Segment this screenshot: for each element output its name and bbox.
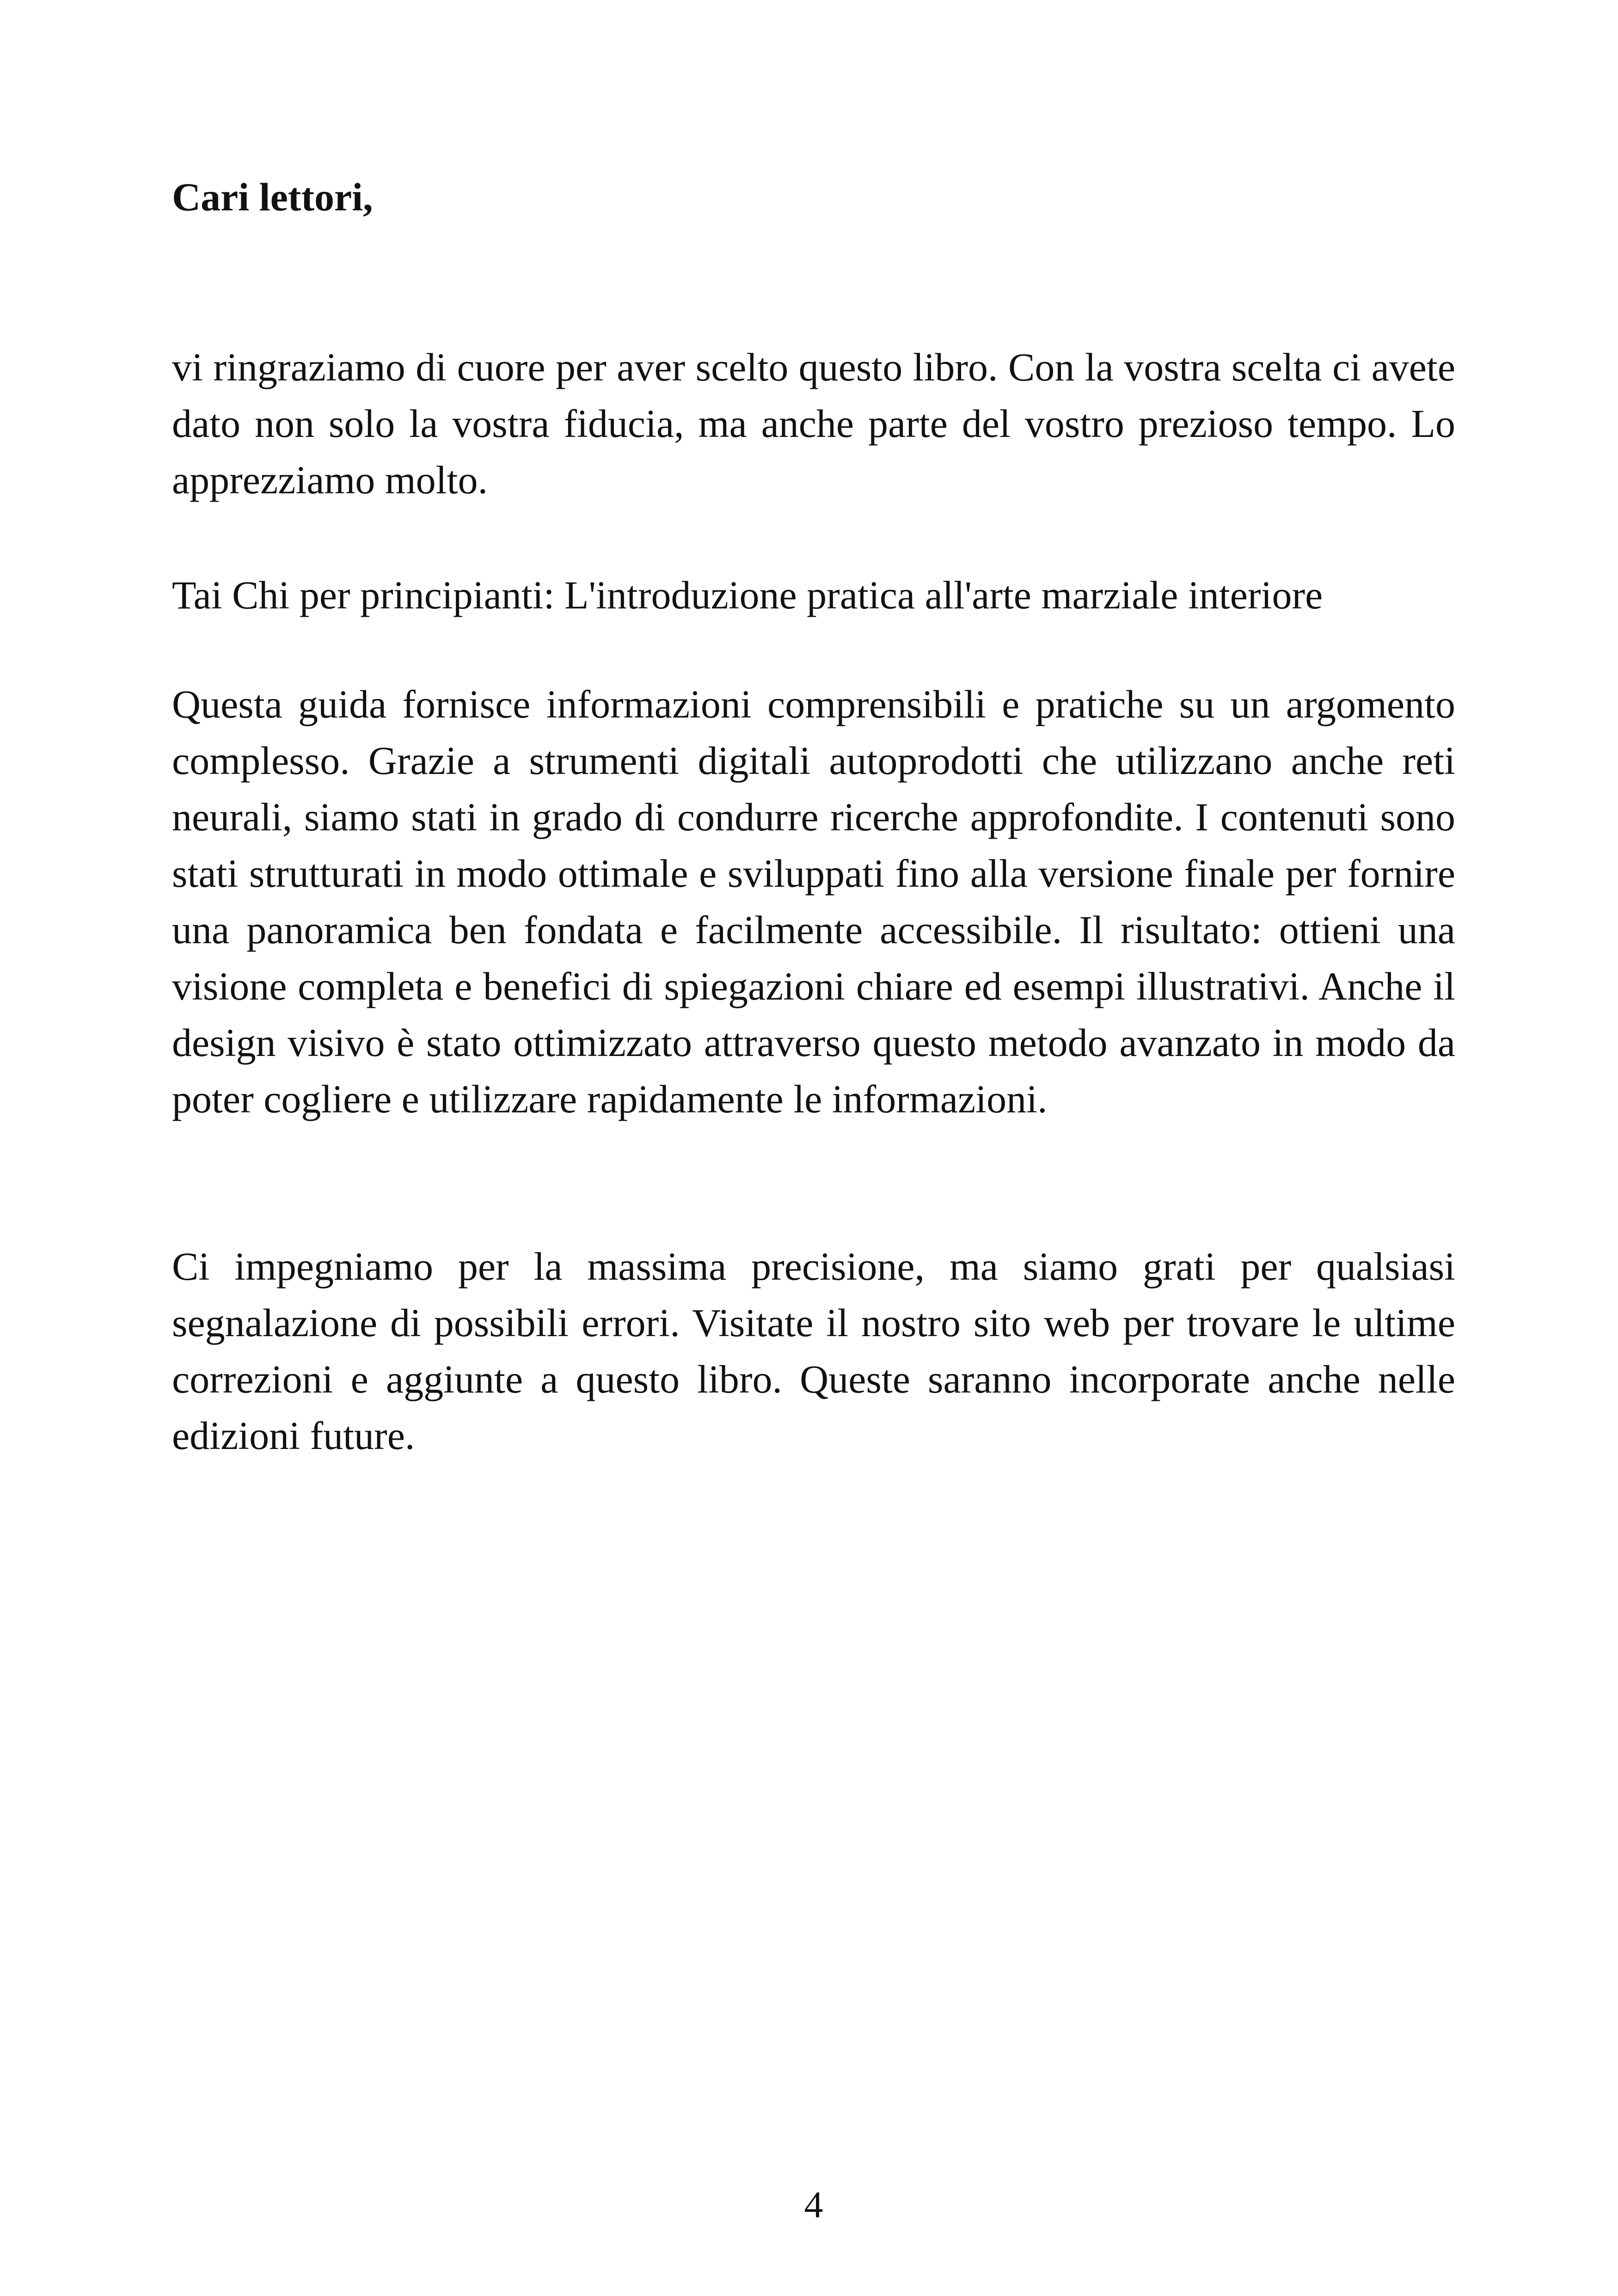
paragraph-errata: Ci impegniamo per la massima precisione, ma siamo grati per qualsiasi segnalazione di possibili errori. Visitate il nostro sito web per trovare le ultime correzioni e aggiunte a questo libro. Queste saranno incorporate anche nelle edizioni future. xyxy=(172,1244,1455,1458)
paragraph-thanks: vi ringraziamo di cuore per aver scelto questo libro. Con la vostra scelta ci avete dato non solo la vostra fiducia, ma anche parte del vostro prezioso tempo. Lo apprezziamo molto. xyxy=(172,345,1455,502)
page-number: 4 xyxy=(804,2184,823,2226)
paragraph-guide-description: Questa guida fornisce informazioni comprensibili e pratiche su un argomento complesso. Grazie a strumenti digitali autoprodotti che utilizzano anche reti neurali, siamo stati in grado di condurre ricerche approfondite. I contenuti sono stati strutturati in modo ottimale e sviluppati fino alla versione finale per fornire una panoramica ben fondata e facilmente accessibile. Il risultato: ottieni una visione completa e benefici di spiegazioni chiare ed esempi illustrativi. Anche il design visivo è stato ottimizzato attraverso questo metodo avanzato in modo da poter cogliere e utilizzare rapidamente le informazioni. xyxy=(172,682,1455,1121)
paragraph-book-title: Tai Chi per principianti: L'introduzione pratica all'arte marziale interiore xyxy=(172,573,1323,617)
book-page xyxy=(172,0,1455,2296)
salutation-heading: Cari lettori, xyxy=(172,175,373,219)
